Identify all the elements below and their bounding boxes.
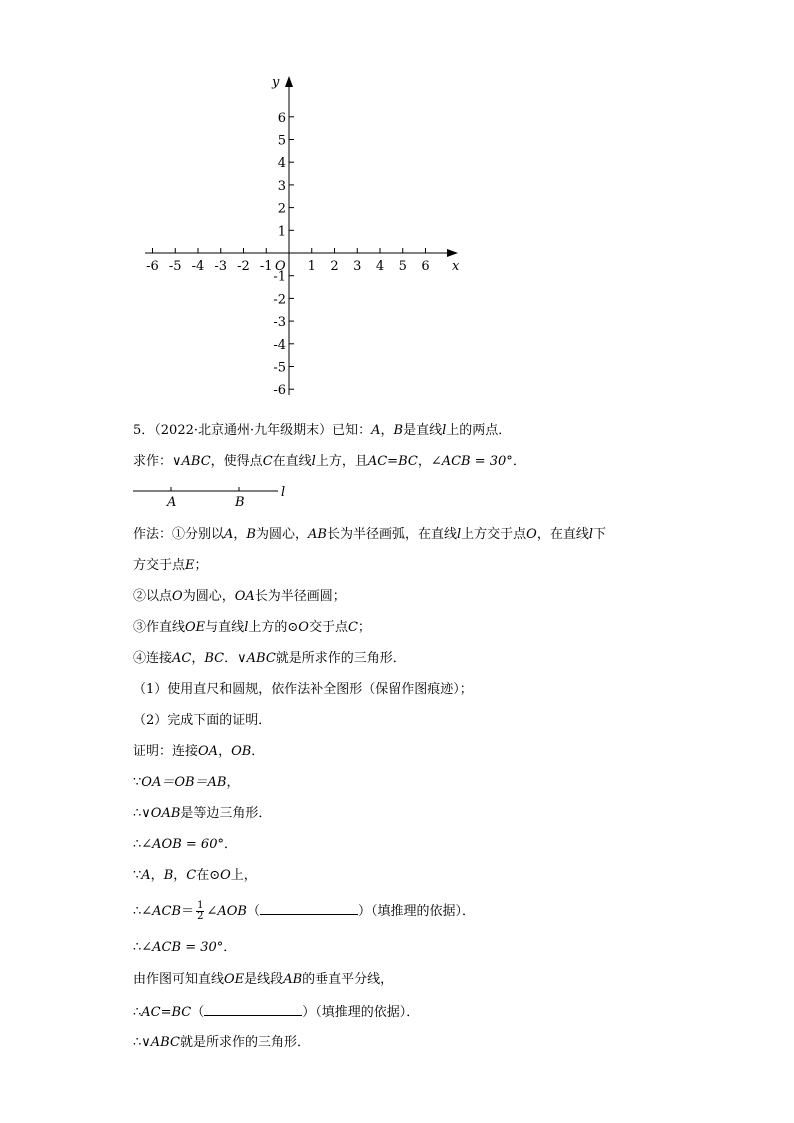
x-tick-label: -1 [259,259,273,274]
question-1: （1）使用直尺和圆规，依作法补全图形（保留作图痕迹）； [133,682,473,697]
x-tick-label: 6 [421,259,430,274]
answer-blank-2[interactable] [204,1002,302,1016]
y-tick-label: 5 [277,133,286,149]
y-tick-label: 3 [277,178,286,194]
x-tick-label: -6 [146,259,159,274]
answer-blank-1[interactable] [260,901,358,915]
point-b-label: B [235,495,245,510]
question-2: （2）完成下面的证明． [133,713,272,728]
point-a-label: A [167,495,177,510]
proof-line-6: ∴∠ACB＝ $\frac{1}{2}$ ∠AOB（ ）（填推理的依据）． [133,900,475,922]
line-l-label: l [281,485,286,500]
x-tick-label: 2 [330,259,339,274]
y-tick-label: -5 [273,360,286,376]
method-step-1: 作法：①分别以A，B为圆心，AB长为半径画弧，在直线l上方交于点O，在直线l下 [133,527,607,542]
x-tick-label: 4 [375,259,385,274]
proof-line-9: ∴AC=BC（ ）（填推理的依据）． [133,1002,419,1023]
y-tick-label: 1 [277,224,286,240]
y-tick-label: -2 [273,292,286,308]
y-tick-label: -1 [273,269,286,285]
x-tick-label: -2 [237,259,250,274]
proof-line-10: ∴∨ABC就是所求作的三角形． [133,1035,310,1050]
y-axis-arrow [285,76,293,87]
y-tick-label: -4 [273,337,286,353]
x-tick-label: 5 [398,259,407,274]
method-step-3: ③作直线OE与直线l上方的⊙O交于点C； [133,620,371,635]
y-tick-label: -3 [273,315,286,331]
line-l-figure [133,484,433,514]
proof-line-1: 证明：连接OA，OB． [133,744,265,759]
y-tick-label: -6 [273,383,286,399]
x-axis-arrow [447,249,458,257]
y-tick-label: 6 [277,110,286,126]
proof-line-5: ∵A，B，C在⊙O上， [133,868,257,883]
method-step-1-cont: 方交于点E； [133,558,208,573]
x-tick-label: -3 [214,259,228,274]
y-tick-label: 4 [277,156,286,172]
proof-line-8: 由作图可知直线OE是线段AB的垂直平分线， [133,972,394,987]
proof-line-3: ∴∨OAB是等边三角形． [133,806,272,821]
problem-statement: 5．（2022·北京通州·九年级期末）已知：A，B是直线l上的两点． [133,423,512,438]
proof-line-4: ∴∠AOB = 60°． [133,837,237,852]
x-tick-label: 3 [353,259,362,274]
x-axis-label: x [452,259,460,274]
proof-line-7: ∴∠ACB = 30°． [133,940,237,955]
y-axis-label: y [272,75,280,90]
method-step-4: ④连接AC，BC．∨ABC就是所求作的三角形． [133,651,406,666]
x-tick-label: 1 [307,259,316,274]
x-tick-label: -4 [191,259,205,274]
fraction-one-half: $\frac{1}{2}$ [197,900,204,922]
x-tick-label: -5 [168,259,182,274]
method-step-2: ②以点O为圆心，OA长为半径画圆； [133,589,346,604]
construction-goal: 求作：∨ABC，使得点C在直线l上方，且AC=BC，∠ACB = 30°． [133,454,526,469]
y-tick-label: 2 [277,201,286,217]
proof-line-2: ∵OA＝OB＝AB， [133,775,240,790]
origin-label: O [275,259,286,274]
coordinate-plane [0,0,794,410]
